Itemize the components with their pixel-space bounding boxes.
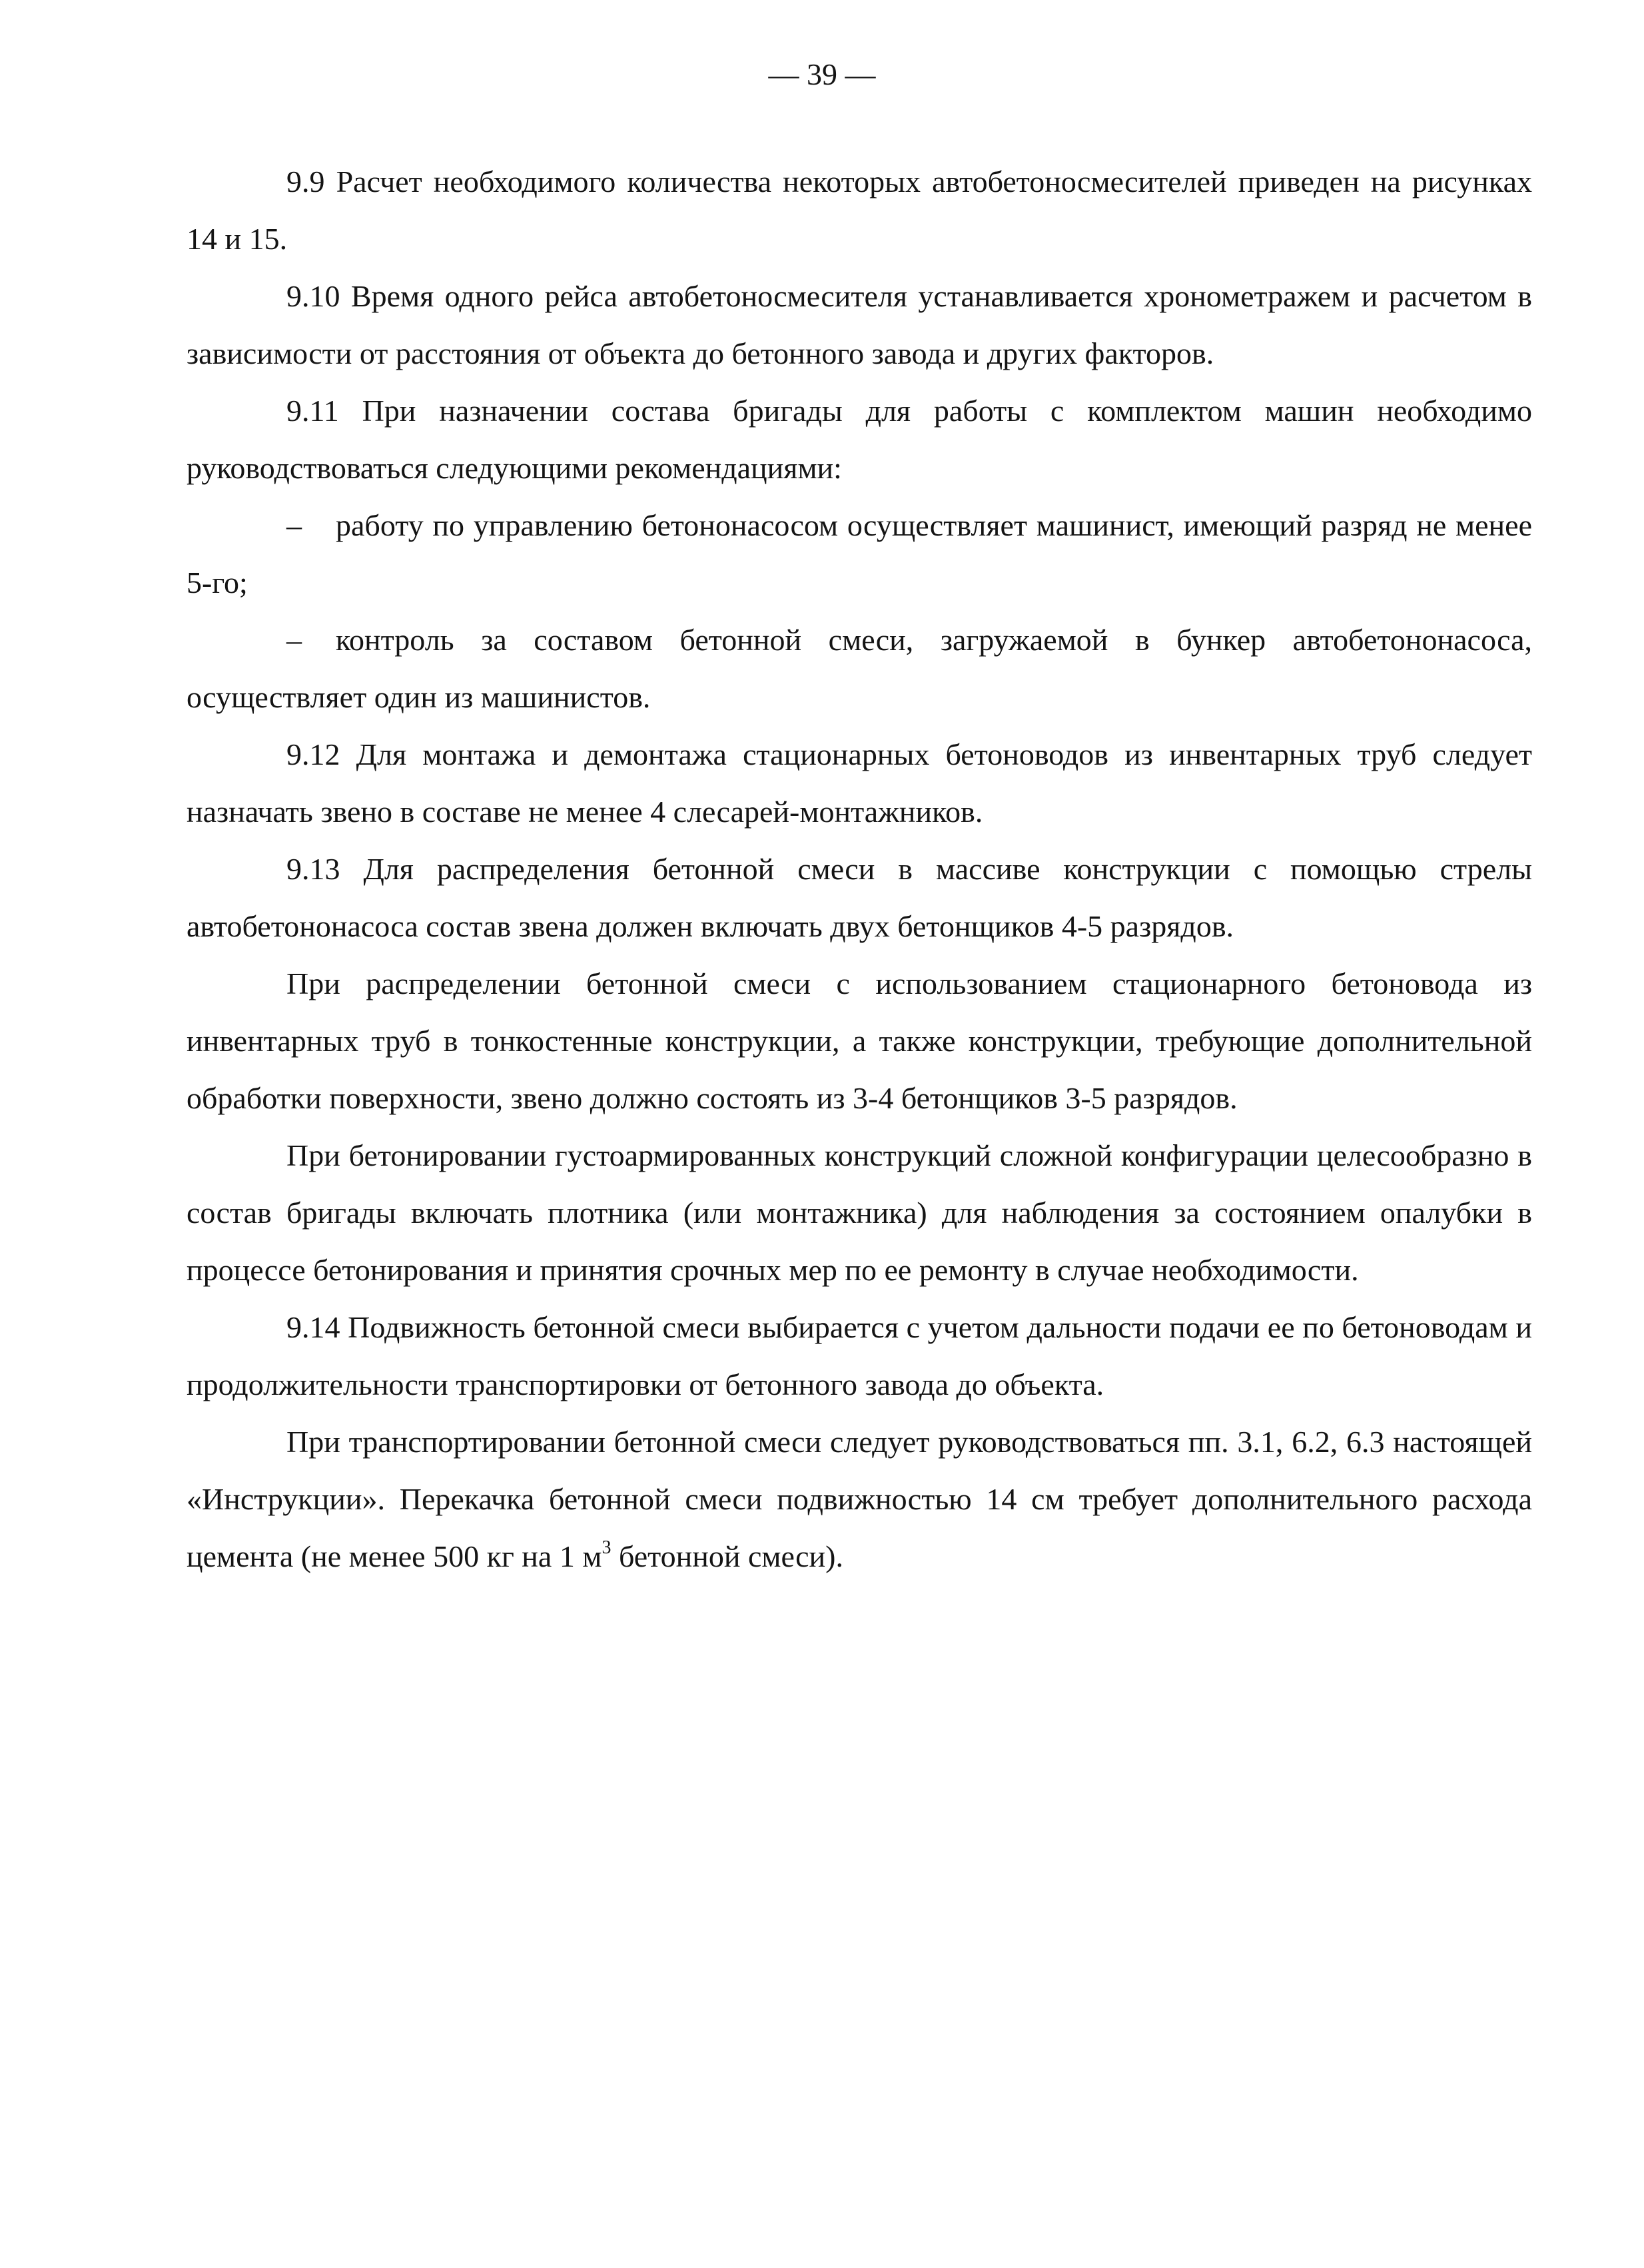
paragraph-9-14: 9.14 Подвижность бетонной смеси выбирается с учетом дальности подачи ее по бетоноводам и продолжительности транспортировки от бетонного завода до объекта. [187, 1310, 1532, 1401]
page-number: — 39 — [768, 57, 876, 91]
paragraph-9-14-transport [187, 1413, 1532, 1585]
paragraph-text: При транспортировании бетонной смеси следует руководствоваться пп. 3.1, 6.2, 6.3 настоящей «Инструкции». Перекачка бетонной смеси подвижностью 14 см требует дополнительного расхода цемента (не менее 500 кг на 1 м [187, 1425, 1532, 1573]
list-item-text: контроль за составом бетонной смеси, загружаемой в бункер автобетононасоса, осуществляет один из машинистов. [187, 623, 1532, 714]
list-dash: – [286, 508, 302, 542]
paragraph-9-13-distribution: При распределении бетонной смеси с использованием стационарного бетоновода из инвентарных труб в тонкостенные конструкции, а также конструкции, требующие дополнительной обработки поверхности, звено должно состоять из 3-4 бетонщиков 3-5 разрядов. [187, 966, 1532, 1115]
document-body [187, 153, 1532, 1585]
paragraph-text-end: бетонной смеси). [611, 1539, 843, 1573]
list-item [187, 497, 1532, 611]
list-dash: – [286, 623, 302, 657]
list-item-text: работу по управлению бетононасосом осуществляет машинист, имеющий разряд не менее 5-го; [187, 508, 1532, 599]
paragraph-9-13-reinforced: При бетонировании густоармированных конструкций сложной конфигурации целесообразно в состав бригады включать плотника (или монтажника) для наблюдения за состоянием опалубки в процессе бетонирования и принятия срочных мер по ее ремонту в случае необходимости. [187, 1138, 1532, 1287]
paragraph-9-9: 9.9 Расчет необходимого количества некоторых автобетоносмесителей приведен на рисунках 14 и 15. [187, 165, 1532, 256]
list-item [187, 611, 1532, 726]
paragraph-9-11: 9.11 При назначении состава бригады для работы с комплектом машин необходимо руководствоваться следующими рекомендациями: [187, 394, 1532, 485]
paragraph-9-12: 9.12 Для монтажа и демонтажа стационарных бетоноводов из инвентарных труб следует назначать звено в составе не менее 4 слесарей-монтажников. [187, 737, 1532, 829]
paragraph-9-10: 9.10 Время одного рейса автобетоносмесителя устанавливается хронометражем и расчетом в зависимости от расстояния от объекта до бетонного завода и других факторов. [187, 279, 1532, 370]
superscript-exponent: 3 [602, 1537, 612, 1558]
paragraph-9-13: 9.13 Для распределения бетонной смеси в массиве конструкции с помощью стрелы автобетононасоса состав звена должен включать двух бетонщиков 4-5 разрядов. [187, 852, 1532, 943]
